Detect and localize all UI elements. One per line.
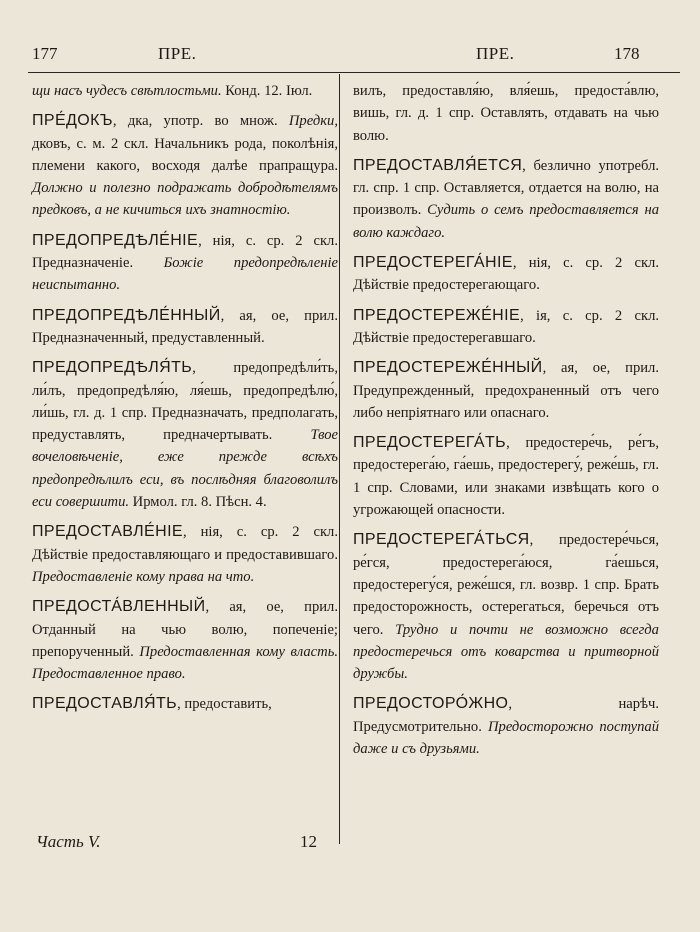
entry-headword: ПРЕДОСТЕРЕГА́ТЬСЯ xyxy=(353,531,530,549)
entry-headword: ПРЕДОСТАВЛЯ́ЕТСЯ xyxy=(353,156,523,174)
entry-definition: , предопредѣли́ть, ли́лъ, предопредѣля́ю, ля́ешь, предопредѣлю́, ли́шь, гл. д. 1 спр. Предназначать, предполагать, предуставлять, предначертывать. xyxy=(32,360,338,444)
entry-predopredeliat xyxy=(32,357,338,513)
entry-definition: , ая, ое, прил. Предназначенный, предуставленный. xyxy=(32,307,338,346)
entry-example: Трудно и почти не возможно всегда предостеречься отъ коварства и притворной дружбы. xyxy=(353,621,659,683)
entry-definition: вилъ, предоставля́ю, вля́ешь, предоста́влю, вишь, гл. д. 1 спр. Оставлять, отдавать на чью волю. xyxy=(353,83,659,144)
entry-predostavlenie xyxy=(32,521,338,588)
entry-headword: ПРЕДОСТЕРЕЖЕ́НІЕ xyxy=(353,306,521,324)
entry-example: щи насъ чудесъ свѣтлостьми. xyxy=(32,83,226,99)
entry-definition: , нія, с. ср. 2 скл. Дѣйствіе предостерегающаго. xyxy=(353,255,659,294)
entry-headword: ПРЕДОПРЕДѢЛЯ́ТЬ xyxy=(32,359,193,377)
right-running-head: ПРЕ. xyxy=(476,44,515,63)
entry-example-2: Должно и полезно подражать добродѣтелямъ предковъ, а не кичиться ихъ знатностію. xyxy=(32,180,338,219)
left-page-number: 177 xyxy=(32,44,58,63)
entry-predostavliaetsia xyxy=(353,155,659,244)
entry-source: Ирмол. гл. 8. Пѣсн. 4. xyxy=(129,494,267,511)
entry-example: Судить о семъ предоставляется на волю каждаго. xyxy=(353,202,659,241)
entry-predosteréganie xyxy=(353,252,659,297)
entry-headword: ПРЕ́ДОКЪ xyxy=(32,112,113,130)
right-column xyxy=(353,80,659,768)
entry-definition: , безлично употребл. гл. спр. 1 спр. Оставляется, отдается на волю, на произволъ. xyxy=(353,157,659,219)
column-divider xyxy=(339,74,340,844)
entry-definition: , предостере́чь, ре́гъ, предостерега́ю, га́ешь, предостерегу́, реже́шь, гл. 1 спр. Словами, или знаками извѣщать кого о угрожающей опасности. xyxy=(353,435,659,519)
entry-definition: , ая, ое, прил. Предупрежденный, предохраненный отъ чего либо непріятнаго или опаснаго. xyxy=(353,360,659,421)
entry-example: Божіе предопредѣленіе неиспытанно. xyxy=(32,255,338,294)
entry-headword: ПРЕДОПРЕДѢЛЕ́НІЕ xyxy=(32,231,199,249)
entry-example: Предки, xyxy=(288,113,338,130)
right-page-number: 178 xyxy=(614,44,640,63)
entry-definition: , ія, с. ср. 2 скл. Дѣйствіе предостерегавшаго. xyxy=(353,307,659,346)
entry-example: Предоставленіе кому права на что. xyxy=(32,568,255,585)
entry-headword: ПРЕДОСТЕРЕГА́НІЕ xyxy=(353,254,513,272)
entry-example: Предоставленная кому власть. Предоставленное право. xyxy=(32,643,338,683)
entry-definition: , нарѣч. Предусмотрительно. xyxy=(353,696,659,735)
sheet-number: 12 xyxy=(300,832,317,851)
left-running-head: ПРЕ. xyxy=(158,44,197,63)
entry-definition-cont: дковъ, с. м. 2 скл. Начальникъ рода, поколѣнія, племени какого, восходя далѣе прапращура. xyxy=(32,135,338,174)
entry-predosteregat xyxy=(353,432,659,521)
entry-predopredelenie xyxy=(32,230,338,297)
entry-continuation xyxy=(353,80,659,147)
signature-mark: Часть V. xyxy=(36,832,101,851)
entry-predosterezhenie xyxy=(353,305,659,350)
header-rule xyxy=(28,72,680,73)
entry-definition: , предостере́чься, ре́гся, предостерега́юся, га́ешься, предостерегу́ся, реже́шся, гл. возвр. 1 спр. Брать предосторожность, остерегаться, беречься отъ чего. xyxy=(353,532,659,638)
entry-headword: ПРЕДОСТАВЛЯ́ТЬ xyxy=(32,695,178,713)
entry-headword: ПРЕДОСТЕРЕГА́ТЬ xyxy=(353,434,507,452)
entry-predostorozhno xyxy=(353,693,659,760)
entry-headword: ПРЕДОСТЕРЕЖЕ́ННЫЙ xyxy=(353,359,543,377)
entry-continuation xyxy=(32,80,338,102)
entry-definition: , предоставить, xyxy=(177,696,272,713)
entry-definition: , нія, с. ср. 2 скл. Дѣйствіе предоставляющаго и предоставившаго. xyxy=(32,524,338,563)
entry-headword: ПРЕДОСТОРО́ЖНО xyxy=(353,695,509,713)
entry-headword: ПРЕДОСТА́ВЛЕННЫЙ xyxy=(32,598,206,616)
entry-example: Твое вочеловѣченіе, еже прежде всѣхъ предопредѣлилъ еси, въ послѣдняя благоволилъ еси совершити. xyxy=(32,427,338,511)
entry-definition: , дка, употр. во множ. xyxy=(112,113,289,130)
entry-predok xyxy=(32,110,338,221)
entry-source: Конд. 12. Іюл. xyxy=(225,83,313,99)
entry-definition: , нія, с. ср. 2 скл. Предназначеніе. xyxy=(32,232,338,272)
entry-headword: ПРЕДОСТАВЛЕ́НІЕ xyxy=(32,523,183,541)
entry-predostavliat xyxy=(32,693,338,715)
entry-predopredelennyi xyxy=(32,305,338,350)
left-column xyxy=(32,80,338,724)
entry-example: Предосторожно поступай даже и съ друзьями. xyxy=(353,718,659,758)
entry-definition: , ая, ое, прил. Отданный на чью волю, попеченіе; препорученный. xyxy=(32,599,338,660)
entry-headword: ПРЕДОПРЕДѢЛЕ́ННЫЙ xyxy=(32,306,221,324)
entry-predosteregatsia xyxy=(353,529,659,685)
entry-predostavlennyi xyxy=(32,596,338,685)
entry-predosterezhennyi xyxy=(353,357,659,424)
